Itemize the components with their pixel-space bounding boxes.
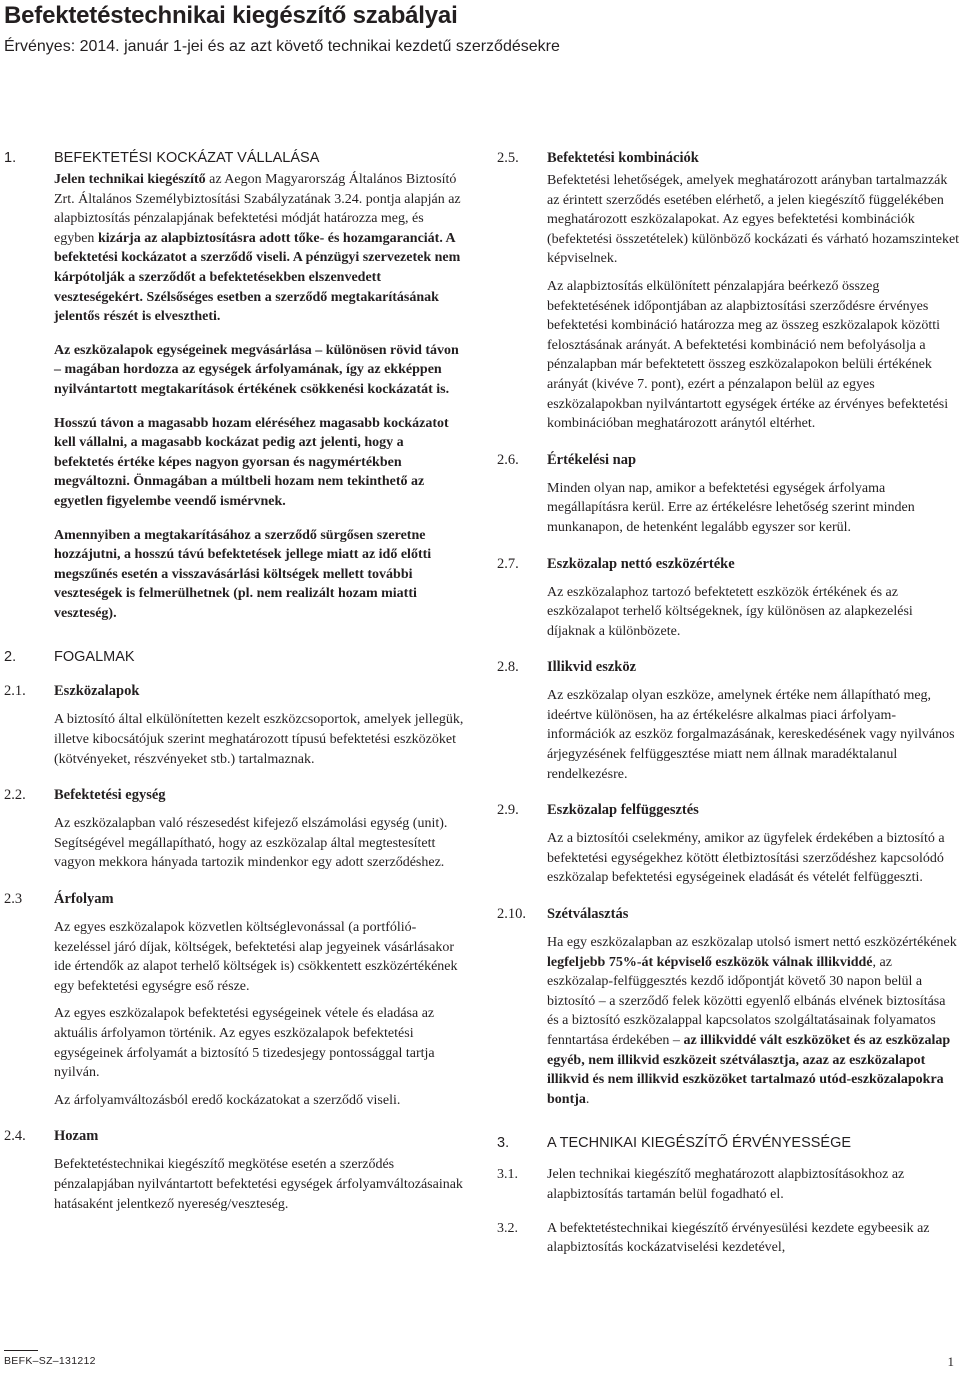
subsection-2-8-heading [497, 659, 960, 676]
subsection-title: Árfolyam [54, 891, 114, 908]
subsection-title: Befektetési kombinációk [547, 150, 699, 166]
section-number: 3. [497, 1135, 510, 1152]
bold-text: Amennyiben a megtakarításához a szerződő sürgősen szeretne hozzájutni, a hosszú távú befektetések jellege miatt az idő előtti megszűnés esetén a visszavásárlási költségek mellett további veszteségek is felmerülhetnek (pl. nem realizált hozam miatti veszteség). [54, 527, 432, 621]
subsection-title: Eszközalap felfüggesztés [547, 802, 699, 819]
paragraph [54, 526, 464, 624]
paragraph: Az egyes eszközalapok befektetési egységeinek vétele és eladása az aktuális árfolyamon történik. Az egyes eszközalapok befektetési egységeinek árfolyamát a biztosító 5 tizedesjegy pontossággal tartja nyilván. [54, 1006, 435, 1081]
paragraph: Az alapbiztosítás elkülönített pénzalapjára beérkező összeg befektetésének időpontjában az alapbiztosítási szerződésre érvényes befektetési kombináció határozza meg az összeg eszközalapok közötti felosztásának arányát. A befektetési kombináció nem befolyásolja a pénzalapban már befektetett összeg eszközalapokon belüli értékének arányát (kivéve 7. pont), ezért a pénzalapon belül az egyes eszközalapokban nyilvántartott egységek értéke az érvényes befektetési kombinációban meghatározott aránytól eltérhet. [547, 278, 949, 432]
paragraph: Az árfolyamváltozásból eredő kockázatokat a szerződő viseli. [54, 1092, 401, 1108]
subsection-2-6-heading [497, 452, 960, 469]
paragraph: Az egyes eszközalapok közvetlen költséglevonással (a portfóliókezeléssel járó díjak, költségek, befektetési alap jegyeinek vásárlásakor ide értendők az alapot terhelő költségek is) csökkentett eszközértékének egy befektetési egységre eső része. [54, 920, 458, 994]
subsection-title: Értékelési nap [547, 451, 637, 468]
paragraph: A biztosító által elkülönítetten kezelt eszközcsoportok, amelyek jellegük, illetve kibocsátójuk szerint meghatározott típusú befektetési eszközöket (kötvényeket, részvényeket stb.) tartalmaznak. [54, 712, 464, 767]
paragraph [547, 933, 960, 1109]
paragraph: Az eszközalapban való részesedést kifejező elszámolási egység (unit). Segítségével megállapítható, hogy az eszközalap által megtestesített vagyon mekkora hányada tartozik mindenkor egy adott szerződéshez. [54, 816, 448, 871]
clause-3-2 [497, 1219, 960, 1258]
subsection-title: Eszközalap nettó eszközértéke [547, 555, 735, 572]
subsection-number: 2.10. [497, 906, 526, 923]
clause-text: A befektetéstechnikai kiegészítő érvényesülési kezdete egybeesik az alapbiztosítás kockázatviselési kezdetével, [547, 1220, 930, 1256]
clause-number: 3.1. [497, 1167, 518, 1183]
paragraph [54, 341, 464, 400]
section-number: 1. [4, 150, 17, 166]
subsection-number: 2.4. [4, 1128, 26, 1145]
text: Ha egy eszközalapban az eszközalap utolsó ismert nettó eszközértékének [547, 935, 957, 951]
section-title: BEFEKTETÉSI KOCKÁZAT VÁLLALÁSA [54, 150, 320, 166]
clause-text: Jelen technikai kiegészítő meghatározott alapbiztosításokhoz az alapbiztosítás tartamán belül fogadható el. [547, 1167, 905, 1202]
subsection-number: 2.1. [4, 683, 26, 700]
subsection-title: Illikvid eszköz [547, 659, 637, 676]
section-1-heading [4, 150, 464, 166]
subsection-2-10-heading [497, 906, 960, 923]
subsection-number: 2.7. [497, 555, 519, 572]
subsection-2-5-heading [497, 150, 960, 167]
document-subtitle: Érvényes: 2014. január 1-jei és az azt követő technikai kezdetű szerződésekre [4, 38, 560, 55]
clause-number: 3.2. [497, 1220, 518, 1236]
paragraph: Befektetéstechnikai kiegészítő megkötése esetén a szerződés pénzalapjában nyilvántartott befektetési egységek árfolyamváltozásainak hatásaként jelentkező nyereség/veszteség. [54, 1157, 463, 1212]
section-2-heading [4, 649, 464, 665]
footer-rule [4, 1350, 38, 1351]
text: az Aegon Magyarország Általános Biztosító Zrt. Általános Személybiztosítási Szabályzatának 3.24. pontja alapján az alapbiztosítás pénzalapjának befektetési módját határozza meg, és egyben [54, 172, 461, 246]
bold-text: Hosszú távon a magasabb hozam eléréséhez magasabb kockázatot kell vállalni, a magasabb kockázat pedig azt jelenti, hogy a befektetés értéke képes nagyon gyorsan és nagymértékben megváltozni. Önmagában a múltbeli hozam nem tekinthető az egyetlen figyelembe veendő ismérvnek. [54, 415, 449, 509]
bold-text: az illikviddé vált eszközöket és az eszközalap egyéb, nem illikvid eszközeit szétválasztja, azaz az eszközalapot illikvid és nem illikvid eszközöket tartalmazó utód-eszközalapokra bontja [547, 1033, 951, 1107]
right-column [497, 150, 960, 1258]
bold-text: kizárja az alapbiztosításra adott tőke- és hozamgaranciát. A befektetési kockázatot a szerződő viseli. A pénzügyi szervezetek nem kárpótolják a szerződőt a befektetésekben elszenvedett veszteségekért. Szélsőséges esetben a szerződő megtakarításának jelentős részét is elvesztheti. [54, 230, 461, 325]
subsection-2-1-heading [4, 683, 464, 700]
document-title: Befektetéstechnikai kiegészítő szabályai [4, 2, 458, 29]
subsection-number: 2.9. [497, 802, 519, 819]
paragraph [54, 170, 464, 327]
subsection-2-4-heading [4, 1128, 464, 1145]
subsection-title: Szétválasztás [547, 906, 629, 923]
subsection-number: 2.6. [497, 451, 519, 468]
subsection-number: 2.8. [497, 659, 519, 676]
subsection-2-2-heading [4, 787, 464, 804]
section-1-body [54, 170, 464, 623]
section-title: FOGALMAK [54, 649, 135, 666]
subsection-number: 2.3 [4, 891, 23, 908]
paragraph: Az eszközalap olyan eszköze, amelynek értéke nem állapítható meg, ideértve különösen, ha az értékelésre alkalmas piaci árfolyam-információk az eszköz forgalmazásának, kereskedésének vagy nyilvános árjegyzésének felfüggesztése miatt nem állnak maradéktalanul rendelkezésre. [547, 688, 955, 782]
subsection-2-9-heading [497, 802, 960, 819]
clause-3-1 [497, 1165, 960, 1204]
bold-text: Jelen technikai kiegészítő [54, 172, 206, 187]
subsection-2-7-heading [497, 556, 960, 573]
subsection-title: Befektetési egység [54, 787, 166, 804]
paragraph: Befektetési lehetőségek, amelyek meghatározott arányban tartalmazzák az érintett szerződés esetében elérhető, a jelen kiegészítő függelékében meghatározott eszközalapokat. Az egyes befektetési kombinációk (befektetési összetételek) különböző kockázati és várható hozamszinteket képviselnek. [547, 173, 960, 267]
text: . [585, 1091, 590, 1107]
left-column [4, 150, 464, 1214]
document-code: BEFK–SZ–131212 [4, 1355, 96, 1367]
paragraph: Az a biztosítói cselekmény, amikor az ügyfelek érdekében a biztosító a befektetési egységekhez kötött életbiztosítási szerződéshez kapcsolódó eszközalap befektetési egységeinek eladását és vételét felfüggeszti. [547, 831, 945, 886]
bold-text: Az eszközalapok egységeinek megvásárlása – különösen rövid távon – magában hordozza az egységek árfolyamának, így az ekképpen nyilvántartott megtakarítások értékének csökkenési kockázatát is. [54, 342, 459, 397]
text: , az eszközalap-felfüggesztés kezdő időpontját követő 30 napon belül a biztosító – a szerződő felek közötti egyenlő elbánás elvének biztosítása és a biztosító eszközalappal kapcsolatos szolgáltatásainak folyamatos fenntartása érdekében – [547, 954, 946, 1048]
subsection-number: 2.2. [4, 787, 26, 804]
paragraph: Az eszközalaphoz tartozó befektetett eszközök értékének és az eszközalapot terhelő költségeknek, így különösen az alapkezelési díjaknak a különbözete. [547, 584, 913, 639]
subsection-title: Hozam [54, 1128, 99, 1145]
subsection-2-3-heading [4, 891, 464, 908]
subsection-number: 2.5. [497, 150, 519, 166]
bold-text: legfeljebb 75%-át képviselő eszközök válnak illikviddé [547, 954, 873, 970]
section-3-heading [497, 1135, 960, 1151]
section-title: A TECHNIKAI KIEGÉSZÍTŐ ÉRVÉNYESSÉGE [547, 1135, 852, 1152]
page-number: 1 [947, 1354, 954, 1369]
section-number: 2. [4, 649, 17, 666]
subsection-title: Eszközalapok [54, 683, 140, 700]
paragraph [54, 414, 464, 512]
paragraph: Minden olyan nap, amikor a befektetési egységek árfolyama megállapításra kerül. Erre az értékelésre lehetőség szerint minden munkanapon, de hetenként legalább egyszer sor kerül. [547, 480, 915, 535]
